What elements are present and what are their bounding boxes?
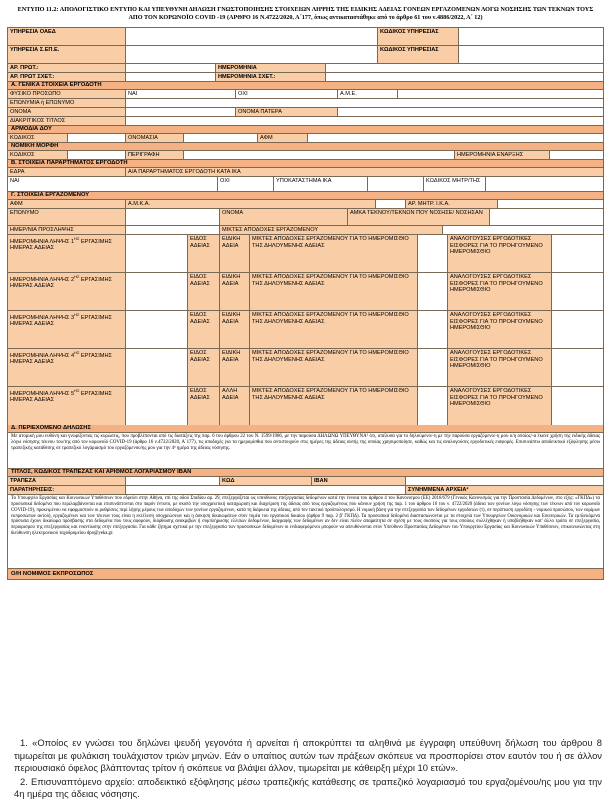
section-armodia-doy: ΑΡΜΟΔΙΑ ΔΟΥ xyxy=(8,126,603,134)
label-ar-mitr: ΑΡ. ΜΗΤΡ. Ι.Κ.Α. xyxy=(406,200,498,208)
day-sup: ΗΣ xyxy=(74,274,80,279)
field-miktes-2[interactable] xyxy=(418,273,448,310)
field-kodikos-nomiki[interactable] xyxy=(68,151,126,159)
field-kodikos-ypiresias[interactable] xyxy=(459,28,603,45)
label-imerominia-sxet: ΗΜΕΡΟΜΗΝΙΑ ΣΧΕΤ.: xyxy=(216,73,326,81)
checkbox-nai-b[interactable]: ΝΑΙ xyxy=(8,177,218,191)
label-analogouses: ΑΝΑΛΟΓΟΥΣΕΣ ΕΡΓΟΔΟΤΙΚΕΣ ΕΙΣΦΟΡΕΣ ΓΙΑ ΤΟ ΠΡΟΗΓΟΥΜΕΝΟ ΗΜΕΡΟΜΙΣΘΙΟ xyxy=(448,235,552,272)
field-imerominia[interactable] xyxy=(326,64,603,72)
label-onomasia: ΟΝΟΜΑΣΙΑ xyxy=(126,134,184,142)
label-ar-prot: ΑΡ. ΠΡΩΤ.: xyxy=(8,64,126,72)
row-bank xyxy=(8,477,603,486)
row-afm-amka xyxy=(8,200,603,209)
row-eponymo xyxy=(8,209,603,226)
label-analogouses: ΑΝΑΛΟΓΟΥΣΕΣ ΕΡΓΟΔΟΤΙΚΕΣ ΕΙΣΦΟΡΕΣ ΓΙΑ ΤΟ ΠΡΟΗΓΟΥΜΕΝΟ ΗΜΕΡΟΜΙΣΘΙΟ xyxy=(448,387,552,425)
label-day-2 xyxy=(8,273,126,310)
field-paratiriseis[interactable] xyxy=(126,486,406,494)
label-kodikos-ypiresias-2: ΚΩΔΙΚΟΣ ΥΠΗΡΕΣΙΑΣ xyxy=(378,46,459,63)
day-rest: ΕΡΓΑΣΙΜΗΣ ΗΜΕΡΑΣ ΑΔΕΙΑΣ xyxy=(10,314,112,328)
day-label: ΗΜΕΡΟΜΗΝΙΑ ΛΗΨΗΣ 3 xyxy=(10,314,75,321)
field-onoma[interactable] xyxy=(126,108,236,116)
field-ypiresia-oaed[interactable] xyxy=(126,28,378,45)
label-eidos-adeias: ΕΙΔΟΣ ΑΔΕΙΑΣ xyxy=(188,387,220,425)
day-label: ΗΜΕΡΟΜΗΝΙΑ ΛΗΨΗΣ 2 xyxy=(10,276,75,283)
field-ar-prot-sxet[interactable] xyxy=(126,73,216,81)
label-amka: Α.Μ.Κ.Α. xyxy=(126,200,376,208)
footnote-2: 2. Επισυναπτόμενο αρχείο: αποδεικτικό εξόφλησης μέσω τραπεζικής κατάθεσης σε τραπεζικό λογαριασμό του εργαζομένου/ης μου για την 4η ημέρα της άδειας νόσησης. xyxy=(14,775,602,800)
label-imer-proslipsis: ΗΜΕΡ/ΝΙΑ ΠΡΟΣΛΗΨΗΣ xyxy=(8,226,126,234)
field-analogouses-5[interactable] xyxy=(552,387,603,425)
day-label: ΗΜΕΡΟΜΗΝΙΑ ΛΗΨΗΣ 5 xyxy=(10,390,75,397)
day-sup: ΗΣ xyxy=(74,236,80,241)
label-eidiki-adeia: ΕΙΔΙΚΗ ΑΔΕΙΑ xyxy=(220,311,250,348)
field-amka[interactable] xyxy=(376,200,406,208)
row-onoma xyxy=(8,108,603,117)
label-eidiki-adeia: ΕΙΔΙΚΗ ΑΔΕΙΑ xyxy=(220,273,250,310)
label-eponymo: ΕΠΩΝΥΜΟ xyxy=(8,209,126,225)
label-kodikos-mitr: ΚΩΔΙΚΟΣ ΜΗΤΡ/ΤΗΣ xyxy=(424,177,486,191)
signature-legal-rep: Ο/Η ΝΟΜΙΜΟΣ ΕΚΠΡΟΣΩΠΟΣ xyxy=(8,569,603,579)
field-miktes-5[interactable] xyxy=(418,387,448,425)
label-eponymia: ΕΠΩΝΥΜΙΑ ή ΕΠΩΝΥΜΟ xyxy=(8,99,126,107)
field-onoma-patera[interactable] xyxy=(338,108,603,116)
label-amka-teknou: ΑΜΚΑ ΤΕΚΝΟΥ/ΤΕΚΝΩΝ ΠΟΥ ΝΟΣΗΣΕ/ ΝΟΣΗΣΑΝ xyxy=(348,209,490,225)
checkbox-oxi[interactable]: ΟΧΙ xyxy=(236,90,338,98)
label-eidos-adeias: ΕΙΔΟΣ ΑΔΕΙΑΣ xyxy=(188,273,220,310)
field-ame[interactable] xyxy=(398,90,603,98)
label-eidos-adeias: ΕΙΔΟΣ ΑΔΕΙΑΣ xyxy=(188,235,220,272)
section-nomiki-morfi: ΝΟΜΙΚΗ ΜΟΡΦΗ xyxy=(8,143,603,151)
label-imerominia: ΗΜΕΡΟΜΗΝΙΑ xyxy=(216,64,326,72)
field-analogouses-4[interactable] xyxy=(552,349,603,386)
row-eponymia xyxy=(8,99,603,108)
label-analogouses: ΑΝΑΛΟΓΟΥΣΕΣ ΕΡΓΟΔΟΤΙΚΕΣ ΕΙΣΦΟΡΕΣ ΓΙΑ ΤΟ ΠΡΟΗΓΟΥΜΕΝΟ ΗΜΕΡΟΜΙΣΘΙΟ xyxy=(448,311,552,348)
label-eidos-adeias: ΕΙΔΟΣ ΑΔΕΙΑΣ xyxy=(188,311,220,348)
field-miktes-4[interactable] xyxy=(418,349,448,386)
day-rest: ΕΡΓΑΣΙΜΗΣ ΗΜΕΡΑΣ ΑΔΕΙΑΣ xyxy=(10,352,112,366)
field-diakritikos[interactable] xyxy=(126,117,603,125)
label-diakritikos: ΔΙΑΚΡΙΤΙΚΟΣ ΤΙΤΛΟΣ xyxy=(8,117,126,125)
field-miktes-1[interactable] xyxy=(418,235,448,272)
label-kodikos-doy: ΚΩΔΙΚΟΣ xyxy=(8,134,68,142)
label-ar-prot-sxet: ΑΡ. ΠΡΩΤ ΣΧΕΤ.: xyxy=(8,73,126,81)
field-day-2[interactable] xyxy=(126,273,188,310)
field-day-5[interactable] xyxy=(126,387,188,425)
footnotes xyxy=(14,737,602,802)
row-fysiko xyxy=(8,90,603,99)
field-ar-prot[interactable] xyxy=(126,64,216,72)
label-afm-ergodoti: ΑΦΜ xyxy=(258,134,308,142)
row-proslipsi xyxy=(8,226,603,235)
field-ypokatastima[interactable] xyxy=(368,177,424,191)
checkbox-oxi-b[interactable]: ΟΧΙ xyxy=(218,177,274,191)
form-table xyxy=(7,27,604,580)
day-label: ΗΜΕΡΟΜΗΝΙΑ ΛΗΨΗΣ 4 xyxy=(10,352,75,359)
leave-day-row xyxy=(8,235,603,273)
field-kodikos-ypiresias-2[interactable] xyxy=(459,46,603,63)
label-miktes-col: ΜΙΚΤΕΣ ΑΠΟΔΟΧΕΣ ΕΡΓΑΖΟΜΕΝΟΥ ΓΙΑ ΤΟ ΗΜΕΡΟΜΙΣΘΙΟ ΤΗΣ ΔΗΛΟΥΜΕΝΗΣ ΑΔΕΙΑΣ xyxy=(250,349,418,386)
field-imerominia-enarxis[interactable] xyxy=(550,151,603,159)
label-day-5 xyxy=(8,387,126,425)
leave-day-row xyxy=(8,273,603,311)
field-amka-teknou[interactable] xyxy=(490,209,603,225)
label-fysiko: ΦΥΣΙΚΟ ΠΡΟΣΩΠΟ xyxy=(8,90,126,98)
section-c-title: Γ. ΣΤΟΙΧΕΙΑ ΕΡΓΑΖΟΜΕΝΟΥ xyxy=(8,192,603,200)
label-kodikos-ypiresias: ΚΩΔΙΚΟΣ ΥΠΗΡΕΣΙΑΣ xyxy=(378,28,459,45)
row-parartima xyxy=(8,177,603,192)
leave-day-row xyxy=(8,311,603,349)
label-synimmena: ΣΥΝΗΜΜΕΝΑ ΑΡΧΕΙΑ² xyxy=(406,486,603,494)
leave-day-row xyxy=(8,387,603,425)
field-miktes-3[interactable] xyxy=(418,311,448,348)
declaration-text: Με ατομική μου ευθύνη και γνωρίζοντας τις κυρώσεις, που προβλέπονται από τις διατάξεις της παρ. 6 του άρθρου 22 του Ν. 1599/1986, με την παρούσα ΔΗΛΩΝΩ ΥΠΕΥΘΥΝΑ¹ ότι, απέλυσα για το δηλούμενο/-η με την παρούσα εργαζόμενο/-η μου ο/η οποίος/-α έκανε χρήση της ειδικής άδειας λόγω νόσησης τέκνου του/της από τον κορωνοϊό COVID-19 (άρθρο 16 ν.4722/2020, Α΄177), τις αποδοχές για τα ημερομίσθια που αντιστοιχούν στις ημέρες της άδειας αυτής της οποίας χρησιμοποίησε, καθώς και τις αναλογούσες εργοδοτικές εισφορές. Επισυνάπτω αποδεικτικό εξόφλησης μέσω τραπεζικής κατάθεσης σε τραπεζικό λογαριασμό του εργαζόμενου/ης μου για την 4ⁿ ημέρα της άδειας νόσησης. xyxy=(8,433,603,469)
field-ypiresia-sepe[interactable] xyxy=(126,46,378,63)
field-analogouses-3[interactable] xyxy=(552,311,603,348)
label-edra: ΕΔΡΑ xyxy=(8,168,126,176)
checkbox-nai[interactable]: ΝΑΙ xyxy=(126,90,236,98)
footnote-1: 1. «Οποίος εν γνώσει του δηλώνει ψευδή γεγονότα ή αρνείται ή αποκρύπτει τα αληθινά με έγγραφη υπεύθυνη δήλωση του άρθρου 8 τιμωρείται με φυλάκιση τουλάχιστον τριών μηνών. Εάν ο υπαίτιος αυτών των πράξεων σκόπευε να προσπορίσει στον εαυτόν του ή σε άλλον περιουσιακό όφελος βλάπτοντας τρίτον ή σκόπευε να βλάψει άλλον, τιμωρείται με κάθειρξη μέχρι 10 ετών». xyxy=(14,737,602,774)
label-eidiki-adeia: ΕΙΔΙΚΗ ΑΔΕΙΑ xyxy=(220,235,250,272)
row-ar-prot xyxy=(8,64,603,73)
label-onoma: ΟΝΟΜΑ xyxy=(8,108,126,116)
label-ypokatastima: ΥΠΟΚΑΤΑΣΤΗΜΑ ΙΚΑ xyxy=(274,177,368,191)
label-eidiki-adeia: ΕΙΔΙΚΗ ΑΔΕΙΑ xyxy=(220,349,250,386)
label-miktes-col: ΜΙΚΤΕΣ ΑΠΟΔΟΧΕΣ ΕΡΓΑΖΟΜΕΝΟΥ ΓΙΑ ΤΟ ΗΜΕΡΟΜΙΣΘΙΟ ΤΗΣ ΔΗΛΟΥΜΕΝΗΣ ΑΔΕΙΑΣ xyxy=(250,387,418,425)
field-trapeza[interactable] xyxy=(126,477,220,485)
row-sepe xyxy=(8,46,603,64)
privacy-text: Το Υπουργείο Εργασίας και Κοινωνικών Υποθέσεων που εδρεύει στην Αθήνα, επί της οδού Σταδίου αρ. 29, επεξεργάζεται ως υπεύθυνος επεξεργασίας δεδομένων κατά την έννοια του άρθρου 4 του Κανονισμού (ΕΕ) 2016/679 (Γενικός Κανονισμός για την Προστασία Δεδομένων, στο εξής: «ΓΚΠΔ») τα προσωπικά δεδομένα που περιλαμβάνονται και επισυνάπτονται στο παρόν έντυπο, με σκοπό την υποχρεωτική καταχώριση και διαχείριση της άδειας από τους εργαζομένους που κάνουν χρήση της παρ. 1 του άρθρου 16 του ν. 4722/2020 (άδεια των γονέων λόγω νόσησης των τέκνων από τον κορωνοϊό COVID-19), προκειμένου να εφαρμοστούν οι ρυθμίσεις περί λήψης μέρους των αποδοχών των γονέων εργαζομένων, κατά τη διάρκεια της άδειας, από τον τακτικό προϋπολογισμό. Η νομική βάση για την επεξεργασία των δεδομένων εργοδοτών (τ), σε περίπτωση εργοδότη - νομικού προσώπου, των νομίμων εκπροσώπων αυτού), εργαζομένων και των τέκνων τους είναι η εκτέλεση υποχρεώσεων και η άσκηση δικαιωμάτων στον τομέα του εργατικού δικαίου (άρθρο 9 παρ. 2 β' ΓΚΠΔ). Τα προσωπικά δεδομένα διαστασιώνονται με τα στοιχεία των Υπουργείων Οικονομικών και Εσωτερικών. Τα εμπλεκόμενα πρόσωπα έχουν δικαίωμα πρόσβασης στα δεδομένα που τους αφορούν, διόρθωσης ανακριβών ή συμπλήρωσης ελλιπών δεδομένων, διαγραφής των δεδομένων αν δεν είναι πλέον απαραίτητα σε σχέση με τους σκοπούς για τους οποίους συλλέχθηκαν ή υποβλήθηκαν κατ' άλλο τρόπο σε επεξεργασία, περιορισμού της επεξεργασίας και εναντίωσης στην επεξεργασία. Για κάθε ζήτημα σχετικά με την επεξεργασία των προσωπικών δεδομένων οι ενδιαφερόμενοι μπορούν να απευθύνονται στον Υπεύθυνο Προστασίας Δεδομένων του Υπουργείου Εργασίας και Κοινωνικών Υποθέσεων, επικοινωνώντας στη διεύθυνση ηλεκτρονικού ταχυδρομείου dpo@yeka.gr. xyxy=(8,495,603,569)
row-doy xyxy=(8,134,603,143)
field-imerominia-sxet[interactable] xyxy=(326,73,603,81)
label-miktes-apodoxes: ΜΙΚΤΕΣ ΑΠΟΔΟΧΕΣ ΕΡΓΑΖΟΜΕΝΟΥ xyxy=(220,226,443,234)
label-analogouses: ΑΝΑΛΟΓΟΥΣΕΣ ΕΡΓΟΔΟΤΙΚΕΣ ΕΙΣΦΟΡΕΣ ΓΙΑ ΤΟ ΠΡΟΗΓΟΥΜΕΝΟ ΗΜΕΡΟΜΙΣΘΙΟ xyxy=(448,273,552,310)
row-oaed xyxy=(8,28,603,46)
field-day-1[interactable] xyxy=(126,235,188,272)
day-rest: ΕΡΓΑΣΙΜΗΣ ΗΜΕΡΑΣ ΑΔΕΙΑΣ xyxy=(10,238,112,252)
field-eponymo[interactable] xyxy=(126,209,220,225)
label-miktes-col: ΜΙΚΤΕΣ ΑΠΟΔΟΧΕΣ ΕΡΓΑΖΟΜΕΝΟΥ ΓΙΑ ΤΟ ΗΜΕΡΟΜΙΣΘΙΟ ΤΗΣ ΔΗΛΟΥΜΕΝΗΣ ΑΔΕΙΑΣ xyxy=(250,235,418,272)
field-miktes-apodoxes[interactable] xyxy=(443,226,603,234)
row-paratiriseis xyxy=(8,486,603,495)
label-analogouses: ΑΝΑΛΟΓΟΥΣΕΣ ΕΡΓΟΔΟΤΙΚΕΣ ΕΙΣΦΟΡΕΣ ΓΙΑ ΤΟ ΠΡΟΗΓΟΥΜΕΝΟ ΗΜΕΡΟΜΙΣΘΙΟ xyxy=(448,349,552,386)
field-eponymia[interactable] xyxy=(126,99,603,107)
label-perigrafi: ΠΕΡΙΓΡΑΦΗ xyxy=(126,151,184,159)
day-rest: ΕΡΓΑΣΙΜΗΣ ΗΜΕΡΑΣ ΑΔΕΙΑΣ xyxy=(10,276,112,290)
field-ar-mitr[interactable] xyxy=(498,200,603,208)
field-analogouses-2[interactable] xyxy=(552,273,603,310)
label-imerominia-enarxis: ΗΜΕΡΟΜΗΝΙΑ ΕΝΑΡΞΗΣ xyxy=(455,151,550,159)
field-day-3[interactable] xyxy=(126,311,188,348)
row-edra xyxy=(8,168,603,177)
label-eidiki-adeia: ΑΛΛΗ ΑΔΕΙΑ xyxy=(220,387,250,425)
label-iban: IBAN xyxy=(312,477,406,485)
label-day-3 xyxy=(8,311,126,348)
label-miktes-col: ΜΙΚΤΕΣ ΑΠΟΔΟΧΕΣ ΕΡΓΑΖΟΜΕΝΟΥ ΓΙΑ ΤΟ ΗΜΕΡΟΜΙΣΘΙΟ ΤΗΣ ΔΗΛΟΥΜΕΝΗΣ ΑΔΕΙΑΣ xyxy=(250,311,418,348)
field-kodikos-mitr[interactable] xyxy=(486,177,603,191)
label-day-4 xyxy=(8,349,126,386)
label-afm-ergazomenou: ΑΦΜ xyxy=(8,200,126,208)
field-onomasia[interactable] xyxy=(184,134,258,142)
day-rest: ΕΡΓΑΣΙΜΗΣ ΗΜΕΡΑΣ ΑΔΕΙΑΣ xyxy=(10,390,112,404)
row-ar-prot-sxet xyxy=(8,73,603,82)
section-a-title: Α. ΓΕΝΙΚΑ ΣΤΟΙΧΕΙΑ ΕΡΓΟΔΟΤΗ xyxy=(8,82,603,90)
label-ame: Α.Μ.Ε. xyxy=(338,90,398,98)
form-title: ΕΝΤΥΠΟ 11.2: ΑΠΟΛΟΓΙΣΤΙΚΟ ΕΝΤΥΠΟ ΚΑΙ ΥΠΕΥΘΥΝΗ ΔΗΛΩΣΗ ΓΝΩΣΤΟΠΟΙΗΣΗΣ ΣΤΟΙΧΕΙΩΝ ΛΗΨΗΣ ΤΗΣ ΕΙΔΙΚΗΣ ΑΔΕΙΑΣ ΓΟΝΕΩΝ ΕΡΓΑΖΟΜΕΝΩΝ ΛΟΓΩ ΝΟΣΗΣΗΣ ΤΩΝ ΤΕΚΝΩΝ ΤΟΥΣ ΑΠΟ ΤΟΝ ΚΟΡΩΝΟΪΟ COVID -19 (ΑΡΘΡΟ 16 Ν.4722/2020, Α΄177, όπως αντικαταστάθηκε από το άρθρο 61 του ν.4886/2022, Α΄ 12) xyxy=(17,6,594,21)
day-sup: ΗΣ xyxy=(74,388,80,393)
field-kodikos-doy[interactable] xyxy=(68,134,126,142)
label-paratiriseis: ΠΑΡΑΤΗΡΗΣΕΙΣ: xyxy=(8,486,126,494)
field-day-4[interactable] xyxy=(126,349,188,386)
field-analogouses-1[interactable] xyxy=(552,235,603,272)
label-eidos-adeias: ΕΙΔΟΣ ΑΔΕΙΑΣ xyxy=(188,349,220,386)
section-d-title: Δ. ΠΕΡΙΕΧΟΜΕΝΟ ΔΗΛΩΣΗΣ xyxy=(8,425,603,433)
label-trapeza: ΤΡΑΠΕΖΑ xyxy=(8,477,126,485)
row-diakritikos xyxy=(8,117,603,126)
bank-title: ΤΙΤΛΟΣ, ΚΩΔΙΚΟΣ ΤΡΑΠΕΖΑΣ ΚΑΙ ΑΡΙΘΜΟΣ ΛΟΓΑΡΙΑΣΜΟΥ IBAN xyxy=(8,469,603,477)
label-kod: ΚΩΔ xyxy=(220,477,312,485)
label-ypiresia-oaed: ΥΠΗΡΕΣΙΑ ΟΑΕΔ xyxy=(8,28,126,45)
leave-days xyxy=(8,235,603,425)
field-perigrafi[interactable] xyxy=(184,151,455,159)
row-nomiki xyxy=(8,151,603,160)
label-miktes-col: ΜΙΚΤΕΣ ΑΠΟΔΟΧΕΣ ΕΡΓΑΖΟΜΕΝΟΥ ΓΙΑ ΤΟ ΗΜΕΡΟΜΙΣΘΙΟ ΤΗΣ ΔΗΛΟΥΜΕΝΗΣ ΑΔΕΙΑΣ xyxy=(250,273,418,310)
day-sup: ΗΣ xyxy=(74,312,80,317)
field-imer-proslipsis[interactable] xyxy=(126,226,220,234)
form-header xyxy=(7,6,604,22)
day-sup: ΗΣ xyxy=(74,350,80,355)
day-label: ΗΜΕΡΟΜΗΝΙΑ ΛΗΨΗΣ 1 xyxy=(10,238,75,245)
field-iban[interactable] xyxy=(406,477,603,485)
label-kodikos-nomiki: ΚΩΔΙΚΟΣ xyxy=(8,151,68,159)
leave-day-row xyxy=(8,349,603,387)
label-onoma-c: ΟΝΟΜΑ xyxy=(220,209,348,225)
label-onoma-patera: ΟΝΟΜΑ ΠΑΤΕΡΑ xyxy=(236,108,338,116)
section-b-title: Β. ΣΤΟΙΧΕΙΑ ΠΑΡΑΡΤΗΜΑΤΟΣ ΕΡΓΟΔΟΤΗ xyxy=(8,160,603,168)
field-afm-ergodoti[interactable] xyxy=(308,134,603,142)
label-ypiresia-sepe: ΥΠΗΡΕΣΙΑ Σ.ΕΠ.Ε. xyxy=(8,46,126,63)
label-aa-parartimatos: Α/Α ΠΑΡΑΡΤΗΜΑΤΟΣ ΕΡΓΟΔΟΤΗ ΚΑΤΑ ΙΚΑ xyxy=(126,168,603,176)
label-day-1 xyxy=(8,235,126,272)
